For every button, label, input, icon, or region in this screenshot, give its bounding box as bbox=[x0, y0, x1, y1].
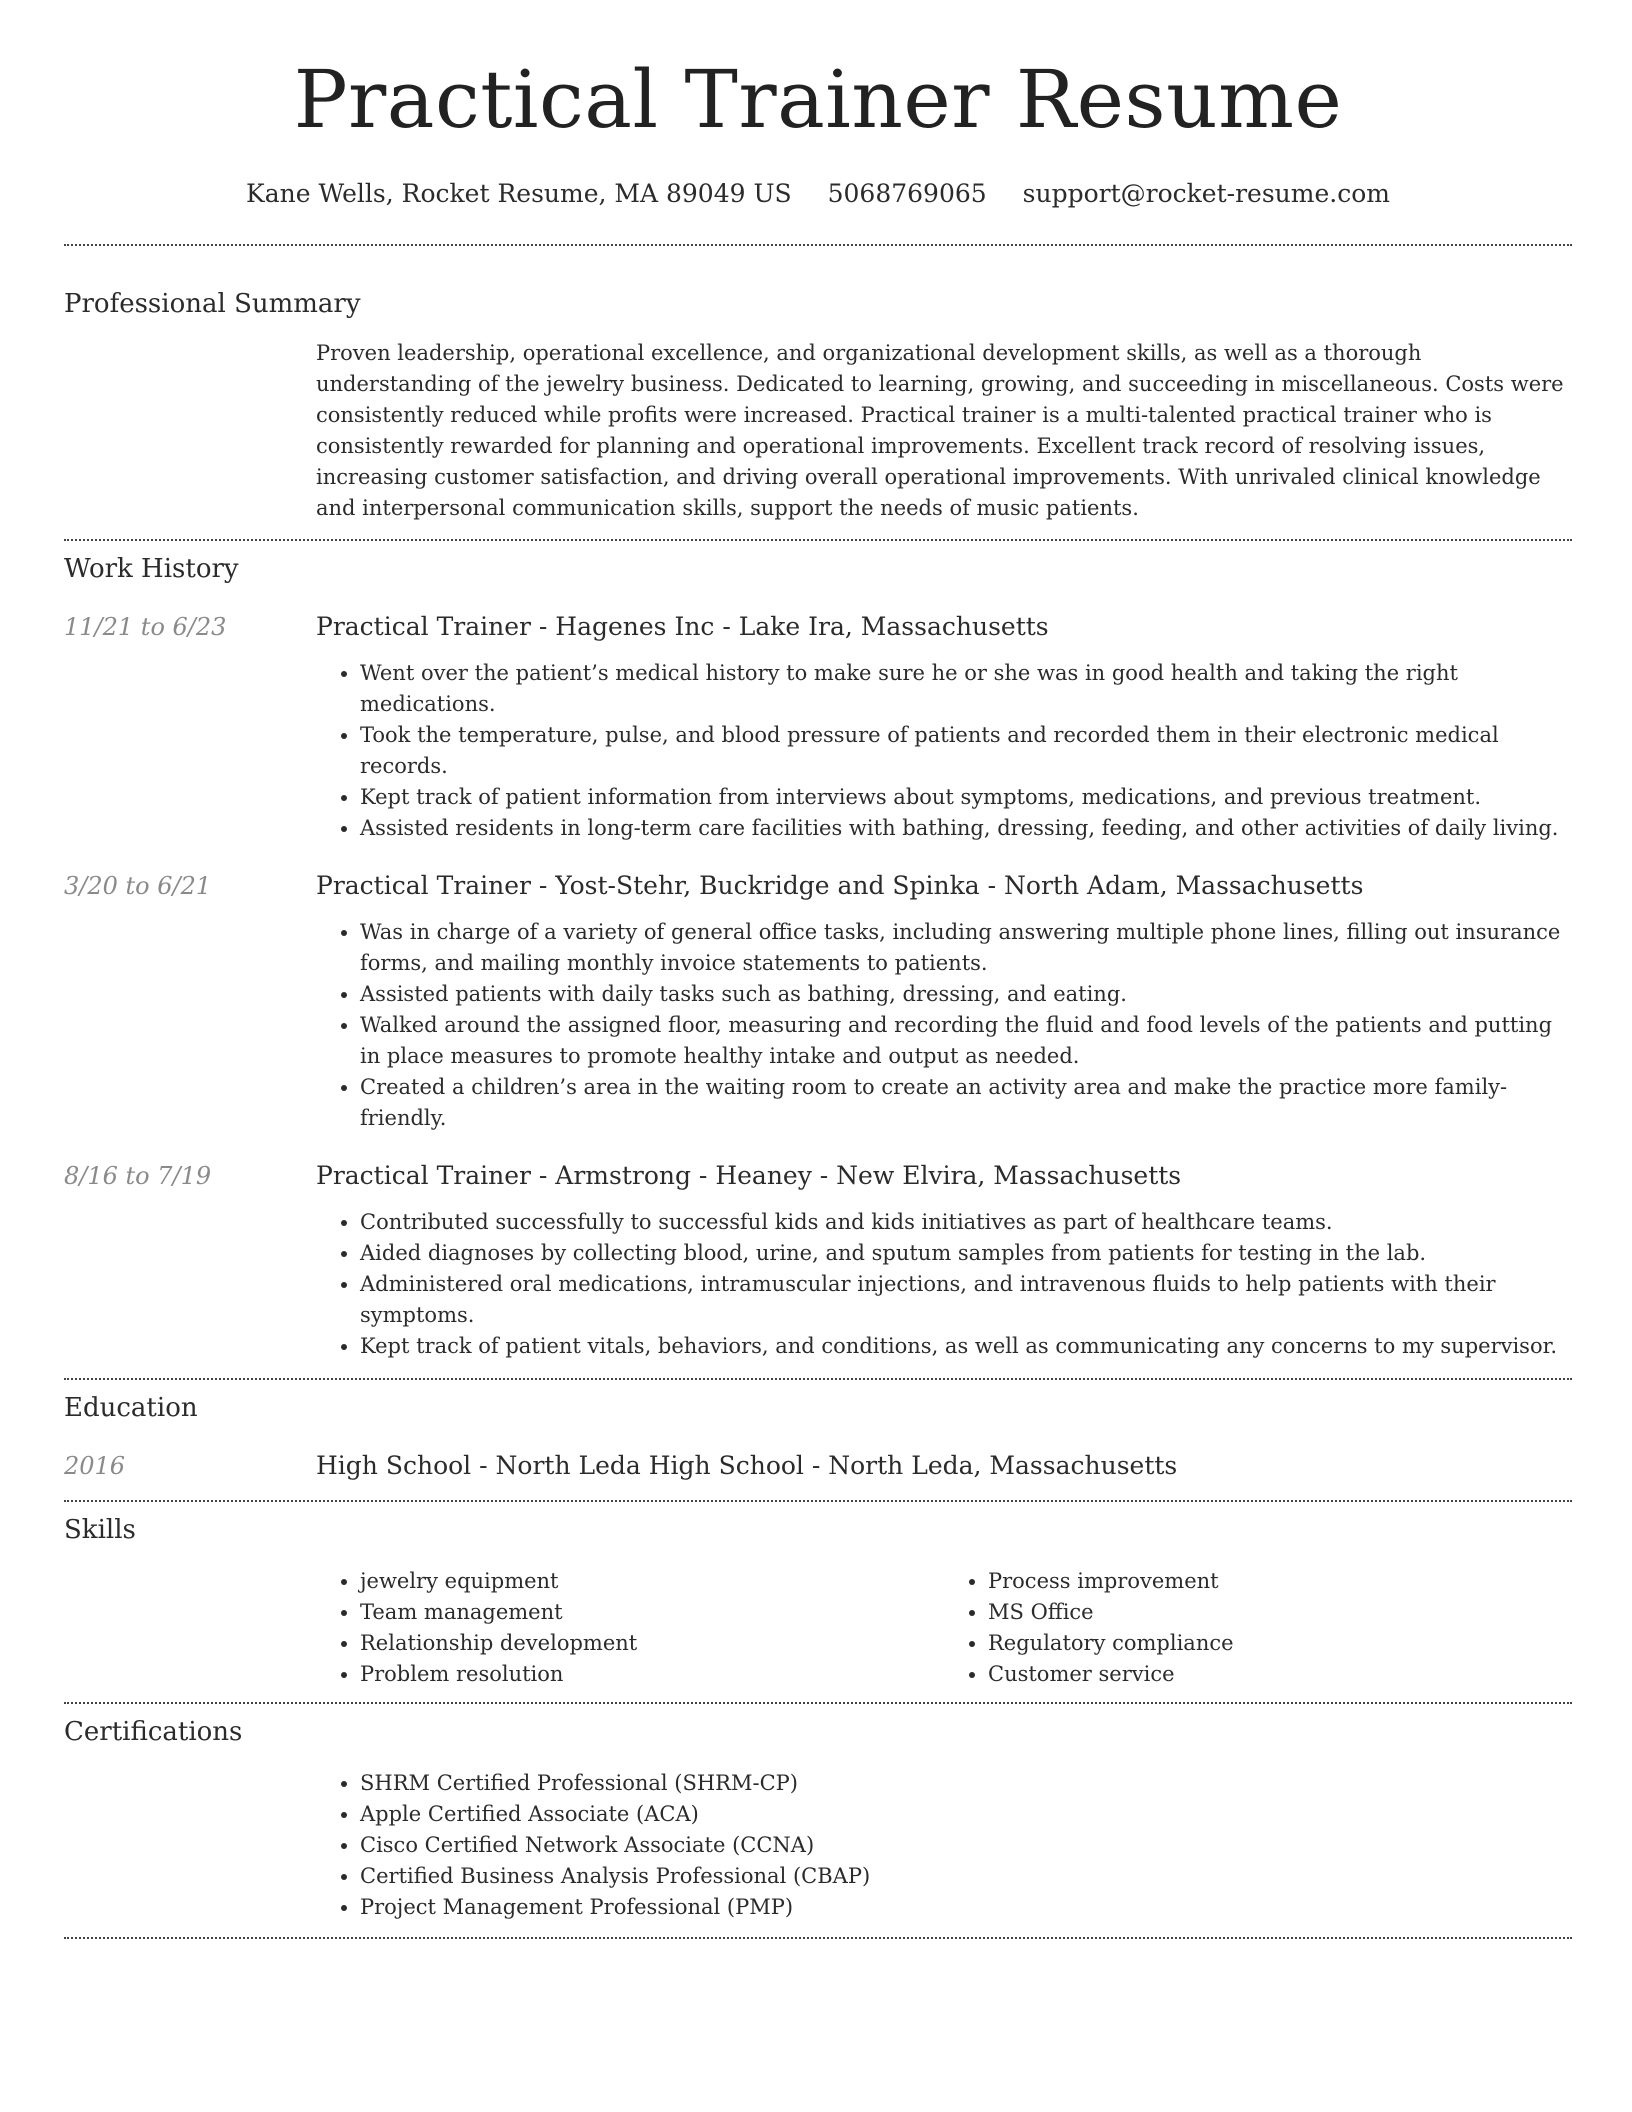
education-title: High School - North Leda High School - North Leda, Massachusetts bbox=[316, 1451, 1178, 1480]
list-item: • Walked around the assigned floor, measuring and recording the fluid and food levels of the patients and putting in place measures to promote healthy intake and output as needed. bbox=[360, 1010, 1572, 1072]
section-heading-education: Education bbox=[64, 1393, 198, 1423]
job-bullets bbox=[316, 658, 1572, 844]
education-entry bbox=[64, 1450, 1572, 1482]
list-item: • Took the temperature, pulse, and blood pressure of patients and recorded them in their electronic medical records. bbox=[360, 720, 1572, 782]
skills-list-right bbox=[944, 1566, 1572, 1690]
job-title: Practical Trainer - Hagenes Inc - Lake Ira, Massachusetts bbox=[316, 612, 1049, 641]
section-heading-work: Work History bbox=[64, 554, 239, 584]
list-item: • Relationship development bbox=[360, 1628, 944, 1659]
list-item: • MS Office bbox=[988, 1597, 1572, 1628]
job-dates: 11/21 to 6/23 bbox=[64, 613, 227, 641]
divider bbox=[64, 1500, 1572, 1502]
certifications-list bbox=[316, 1768, 1572, 1923]
list-item: • Cisco Certified Network Associate (CCNA) bbox=[360, 1830, 1572, 1861]
resume-page bbox=[64, 0, 1572, 1939]
contact-address: Kane Wells, Rocket Resume, MA 89049 US bbox=[246, 179, 792, 208]
list-item: • Process improvement bbox=[988, 1566, 1572, 1597]
divider bbox=[64, 1937, 1572, 1939]
job-dates: 8/16 to 7/19 bbox=[64, 1162, 212, 1190]
summary-section bbox=[64, 288, 1572, 524]
contact-email: support@rocket-resume.com bbox=[1022, 179, 1390, 208]
list-item: • Was in charge of a variety of general office tasks, including answering multiple phone lines, filling out insurance forms, and mailing monthly invoice statements to patients. bbox=[360, 917, 1572, 979]
divider bbox=[64, 1378, 1572, 1380]
certifications-section bbox=[64, 1716, 1572, 1923]
list-item: • Assisted residents in long-term care facilities with bathing, dressing, feeding, and other activities of daily living. bbox=[360, 813, 1572, 844]
job-entry bbox=[64, 870, 1572, 1134]
job-bullets bbox=[316, 917, 1572, 1134]
contact-line bbox=[64, 178, 1572, 210]
list-item: • Administered oral medications, intramuscular injections, and intravenous fluids to help patients with their symptoms. bbox=[360, 1269, 1572, 1331]
job-dates: 3/20 to 6/21 bbox=[64, 872, 212, 900]
section-heading-skills: Skills bbox=[64, 1515, 136, 1545]
work-section bbox=[64, 553, 1572, 1362]
skills-list-left bbox=[316, 1566, 944, 1690]
job-bullets-container bbox=[316, 917, 1572, 1134]
summary-body bbox=[316, 338, 1572, 524]
list-item: • Regulatory compliance bbox=[988, 1628, 1572, 1659]
job-bullets-container bbox=[316, 1207, 1572, 1362]
list-item: • Created a children’s area in the waiting room to create an activity area and make the practice more family-friendly. bbox=[360, 1072, 1572, 1134]
divider bbox=[64, 1702, 1572, 1704]
skills-section bbox=[64, 1514, 1572, 1690]
skills-grid bbox=[316, 1566, 1572, 1690]
job-title: Practical Trainer - Yost-Stehr, Buckridge and Spinka - North Adam, Massachusetts bbox=[316, 871, 1364, 900]
education-section bbox=[64, 1392, 1572, 1482]
section-heading-certifications: Certifications bbox=[64, 1717, 243, 1747]
list-item: • Contributed successfully to successful kids and kids initiatives as part of healthcare teams. bbox=[360, 1207, 1572, 1238]
list-item: • Apple Certified Associate (ACA) bbox=[360, 1799, 1572, 1830]
education-year: 2016 bbox=[64, 1452, 126, 1480]
list-item: • Kept track of patient vitals, behaviors, and conditions, as well as communicating any concerns to my supervisor. bbox=[360, 1331, 1572, 1362]
job-bullets bbox=[316, 1207, 1572, 1362]
job-bullets-container bbox=[316, 658, 1572, 844]
job-entry bbox=[64, 611, 1572, 844]
list-item: • Customer service bbox=[988, 1659, 1572, 1690]
job-entry bbox=[64, 1160, 1572, 1362]
certifications-body bbox=[316, 1768, 1572, 1923]
list-item: • Aided diagnoses by collecting blood, urine, and sputum samples from patients for testing in the lab. bbox=[360, 1238, 1572, 1269]
job-title: Practical Trainer - Armstrong - Heaney - New Elvira, Massachusetts bbox=[316, 1161, 1182, 1190]
list-item: • Certified Business Analysis Professional (CBAP) bbox=[360, 1861, 1572, 1892]
list-item: • Team management bbox=[360, 1597, 944, 1628]
divider bbox=[64, 244, 1572, 246]
list-item: • Went over the patient’s medical history to make sure he or she was in good health and taking the right medications. bbox=[360, 658, 1572, 720]
section-heading-summary: Professional Summary bbox=[64, 289, 361, 319]
list-item: • Project Management Professional (PMP) bbox=[360, 1892, 1572, 1923]
list-item: • Kept track of patient information from interviews about symptoms, medications, and previous treatment. bbox=[360, 782, 1572, 813]
list-item: • Problem resolution bbox=[360, 1659, 944, 1690]
resume-title: Practical Trainer Resume bbox=[293, 53, 1343, 146]
summary-text: Proven leadership, operational excellence, and organizational development skills, as well as a thorough understanding of the jewelry business. Dedicated to learning, growing, and succeeding in miscellaneous. Costs were consistently reduced while profits were increased. Practical trainer is a multi-talented practical trainer who is consistently rewarded for planning and operational improvements. Excellent track record of resolving issues, increasing customer satisfaction, and driving overall operational improvements. With unrivaled clinical knowledge and interpersonal communication skills, support the needs of music patients. bbox=[316, 341, 1564, 520]
divider bbox=[64, 539, 1572, 541]
contact-phone: 5068769065 bbox=[827, 179, 987, 208]
list-item: • jewelry equipment bbox=[360, 1566, 944, 1597]
list-item: • Assisted patients with daily tasks such as bathing, dressing, and eating. bbox=[360, 979, 1572, 1010]
list-item: • SHRM Certified Professional (SHRM-CP) bbox=[360, 1768, 1572, 1799]
